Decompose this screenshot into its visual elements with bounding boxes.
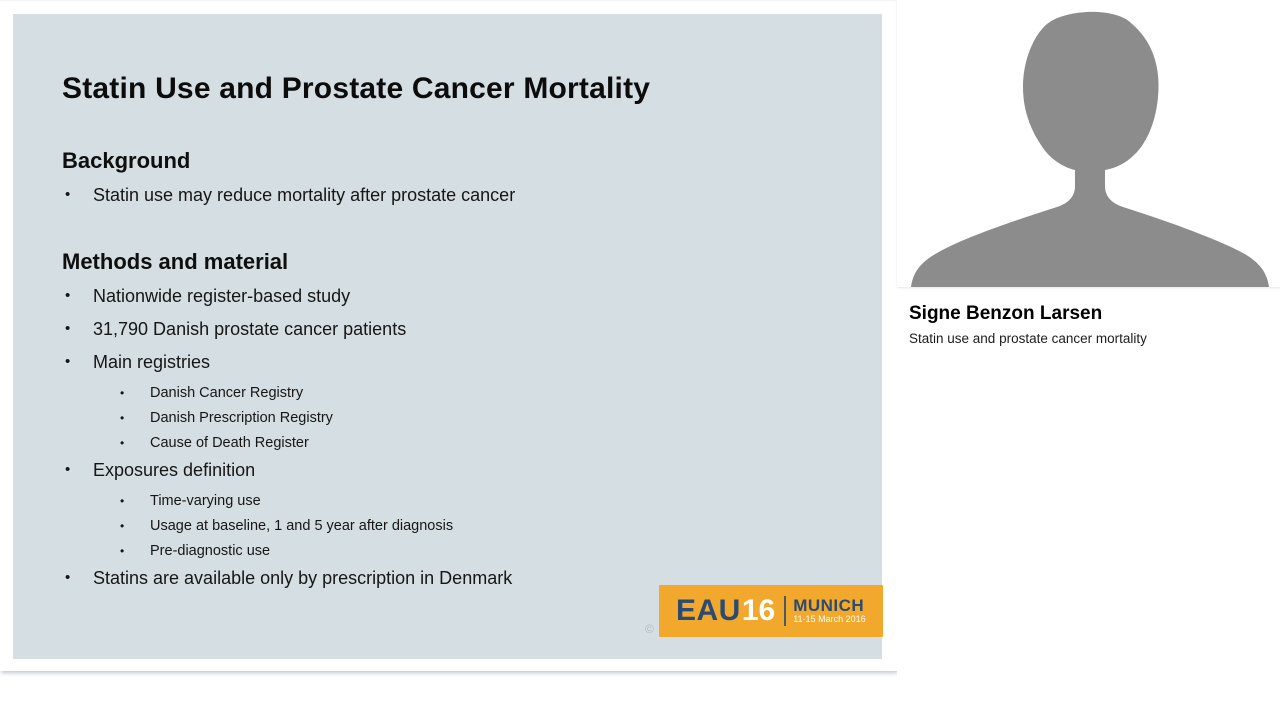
bullet-icon: • [120, 519, 125, 533]
bullet-text: Main registries [93, 352, 211, 372]
bullet-icon: • [120, 494, 125, 508]
speaker-name: Signe Benzon Larsen [909, 303, 1103, 324]
bullet-item [62, 541, 852, 561]
bullet-item [62, 516, 852, 536]
bullet-text: Danish Prescription Registry [150, 410, 333, 426]
bullet-text: Usage at baseline, 1 and 5 year after diagnosis [150, 518, 454, 534]
slide-title: Statin Use and Prostate Cancer Mortality [62, 72, 651, 105]
bullet-icon: • [65, 287, 71, 304]
bullet-icon: • [120, 386, 125, 400]
logo-org-text: EAU [676, 594, 741, 627]
speaker-avatar [897, 0, 1280, 287]
bullet-icon: • [65, 320, 71, 337]
logo-city-text: MUNICH [793, 596, 865, 615]
bullet-item [62, 317, 852, 341]
bullet-text: Time-varying use [150, 493, 261, 509]
bullet-item [62, 284, 852, 308]
logo-divider [784, 596, 786, 626]
logo-year-text: 16 [741, 594, 776, 627]
bullet-text: Cause of Death Register [150, 435, 309, 451]
bullet-icon: • [65, 186, 71, 203]
bullet-text: Statins are available only by prescription in Denmark [93, 568, 513, 588]
bullet-item [62, 183, 852, 207]
bullet-icon: • [65, 461, 71, 478]
copyright-icon: © [645, 622, 654, 636]
speaker-topic: Statin use and prostate cancer mortality [909, 331, 1147, 346]
bullet-item [62, 433, 852, 453]
bullet-text: Statin use may reduce mortality after prostate cancer [93, 185, 516, 205]
section-header: Methods and material [62, 249, 289, 274]
bullet-text: Exposures definition [93, 460, 256, 480]
bullet-item [62, 383, 852, 403]
bullet-item [62, 408, 852, 428]
speaker-panel [897, 0, 1280, 720]
bullet-text: 31,790 Danish prostate cancer patients [93, 319, 407, 339]
bullet-text: Pre-diagnostic use [150, 543, 271, 559]
person-silhouette-icon [897, 0, 1280, 287]
section-header: Background [62, 148, 191, 173]
bullet-icon: • [65, 353, 71, 370]
bullet-text: Nationwide register-based study [93, 286, 351, 306]
logo-city-block [793, 597, 865, 625]
bullet-icon: • [65, 569, 71, 586]
logo-dates-text: 11-15 March 2016 [793, 614, 866, 624]
bullet-item [62, 458, 852, 482]
slide-sections [62, 148, 852, 590]
bullet-text: Danish Cancer Registry [150, 385, 304, 401]
eau16-munich-logo [659, 585, 883, 637]
bullet-icon: • [120, 411, 125, 425]
slide-content [62, 71, 852, 599]
bullet-item [62, 350, 852, 374]
bullet-icon: • [120, 544, 125, 558]
bullet-item [62, 491, 852, 511]
speaker-info [897, 287, 1280, 347]
bullet-icon: • [120, 436, 125, 450]
presentation-slide [13, 14, 882, 659]
